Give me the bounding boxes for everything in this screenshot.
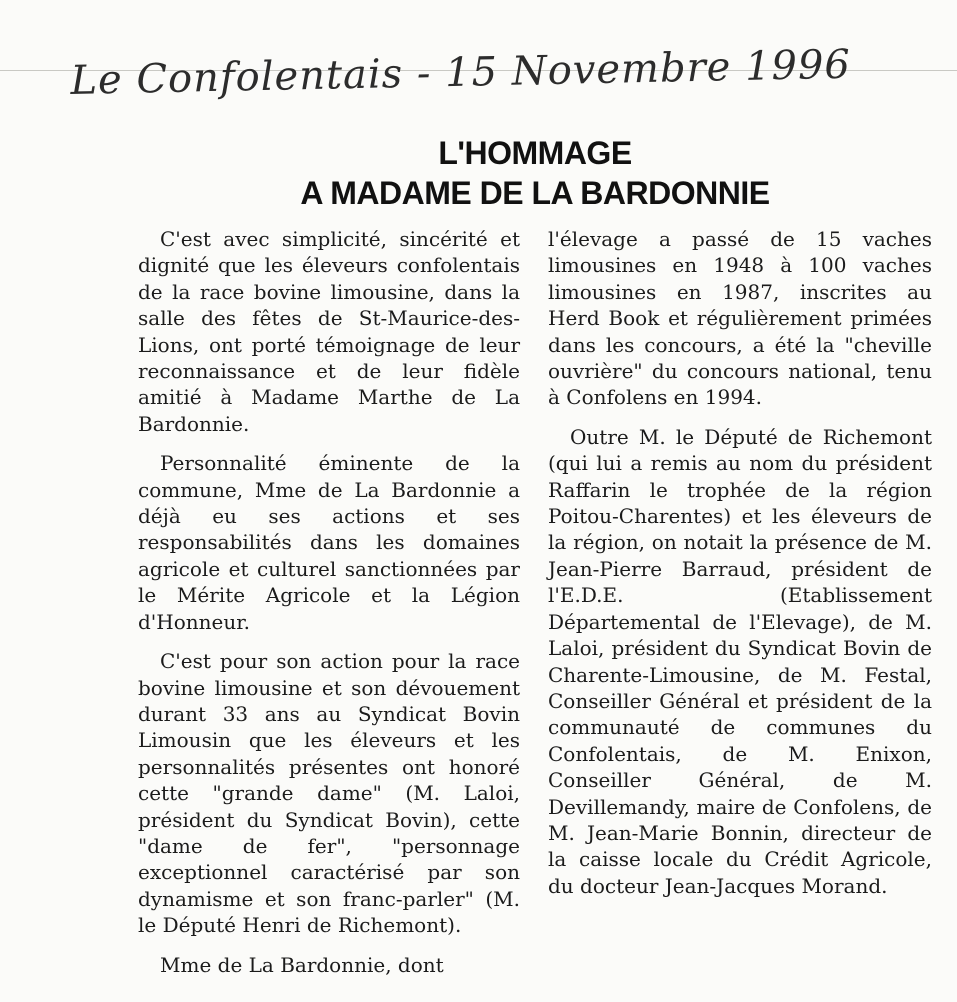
headline-line-1: L'HOMMAGE xyxy=(438,135,632,171)
handwritten-note: Le Confolentais - 15 Novembre 1996 xyxy=(70,41,852,104)
article-column-right xyxy=(548,226,932,912)
paragraph: Mme de La Bardonnie, dont xyxy=(160,952,444,977)
paragraph: C'est avec simplicité, sincérité et dignité que les éleveurs confolentais de la race bovine limousine, dans la salle des fêtes de St-Maurice-des-Lions, ont porté témoignage de leur reconnaissance et de leur fidèle amitié à Madame Marthe de La Bardonnie. xyxy=(138,227,520,436)
headline-line-2: A MADAME DE LA BARDONNIE xyxy=(300,175,770,211)
article-headline xyxy=(140,133,930,213)
paragraph: Outre M. le Député de Richemont (qui lui a remis au nom du président Raffarin le trophée de la région Poitou-Charentes) et les éleveurs de la région, on notait la présence de M. Jean-Pierre Barraud, président de l'E.D.E. (Etablissement Départemental de l'Elevage), de M. Laloi, président du Syndicat Bovin de Charente-Limousine, de M. Festal, Conseiller Général et président de la communauté de communes du Confolentais, de M. Enixon, Conseiller Général, de M. Devillemandy, maire de Confolens, de M. Jean-Marie Bonnin, directeur de la caisse locale du Crédit Agricole, du docteur Jean-Jacques Morand. xyxy=(548,424,932,898)
paragraph: Personnalité éminente de la commune, Mme de La Bardonnie a déjà eu ses actions et ses responsabilités dans les domaines agricole et culturel sanctionnées par le Mérite Agricole et la Légion d'Honneur. xyxy=(138,451,520,634)
article-column-left xyxy=(138,226,520,991)
paragraph: C'est pour son action pour la race bovine limousine et son dévouement durant 33 ans au Syndicat Bovin Limousin que les éleveurs et les personnalités présentes ont honoré cette "grande dame" (M. Laloi, président du Syndicat Bovin), cette "dame de fer", "personnage exceptionnel caractérisé par son dynamisme et son franc-parler" (M. le Député Henri de Richemont). xyxy=(138,649,520,938)
paragraph-continued: l'élevage a passé de 15 vaches limousines en 1948 à 100 vaches limousines en 1987, inscrites au Herd Book et régulièrement primées dans les concours, a été la "cheville ouvrière" du concours national, tenu à Confolens en 1994. xyxy=(548,227,932,410)
